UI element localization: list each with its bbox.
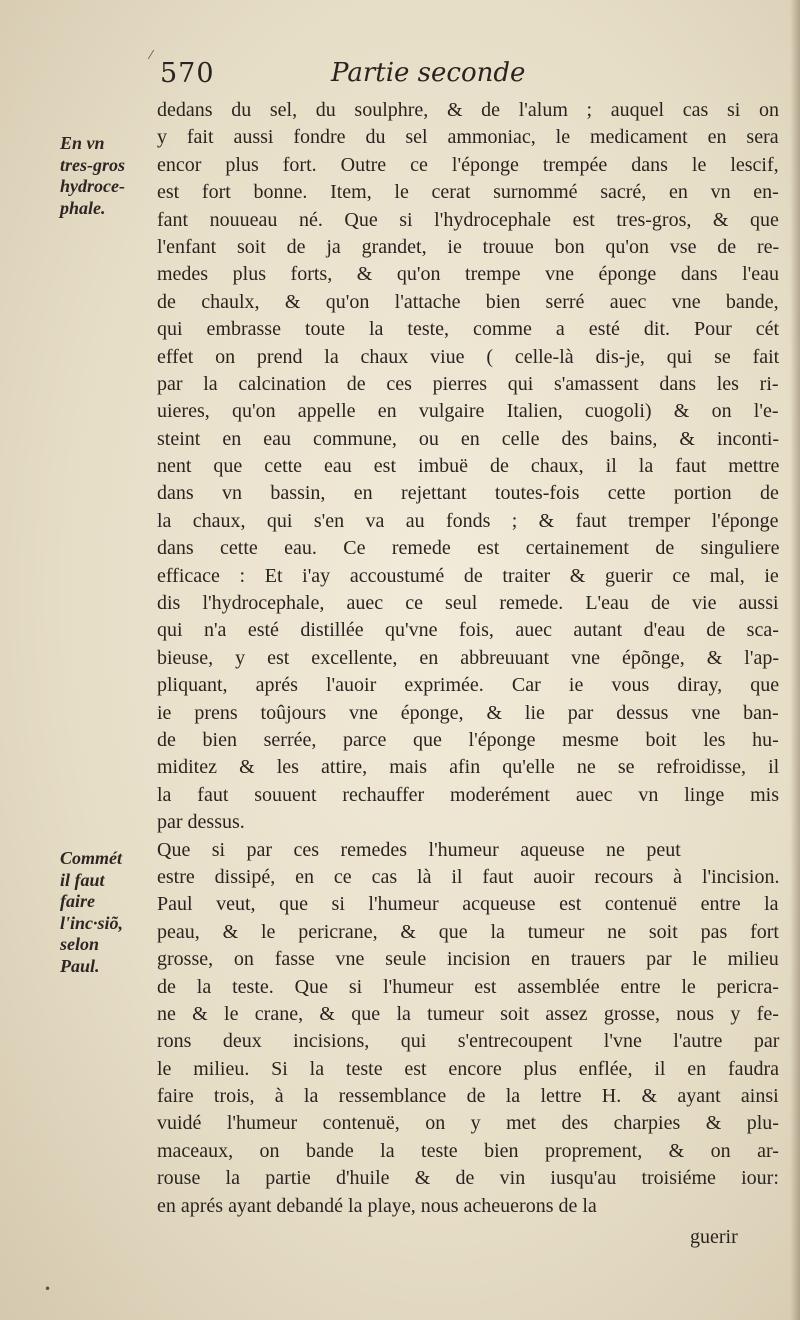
text-line: la chaux, qui s'en va au fonds ; & faut tremper l'éponge xyxy=(157,509,779,532)
margin-note-line: phale. xyxy=(60,197,106,218)
text-line: en aprés ayant debandé la playe, nous acheuerons de la xyxy=(157,1194,597,1217)
text-line: vuidé l'humeur contenuë, on y met des charpies & plu- xyxy=(157,1112,779,1135)
text-line: efficace : Et i'ay accoustumé de traiter & guerir ce mal, ie xyxy=(157,564,779,587)
text-line: de la teste. Que si l'humeur est assemblée entre le pericra- xyxy=(157,975,779,998)
text-line: steint en eau commune, ou en celle des bains, & inconti- xyxy=(157,427,780,450)
page-number: 570 xyxy=(160,58,215,89)
text-line: ne & le crane, & que la tumeur soit assez grosse, nous y fe- xyxy=(157,1002,779,1025)
text-line: encor plus fort. Outre ce l'éponge trempée dans le lescif, xyxy=(157,153,779,176)
text-line: bieuse, y est excellente, en abbreuuant vne épõnge, & l'ap- xyxy=(157,646,779,669)
ink-mark: ⁄ xyxy=(150,48,153,62)
margin-note-line: Commét xyxy=(60,848,122,868)
text-line: rons deux incisions, qui s'entrecoupent l'vne l'autre par xyxy=(157,1030,780,1053)
text-line: qui embrasse toute la teste, comme a esté dit. Pour cét xyxy=(157,318,780,341)
margin-note-incision xyxy=(60,848,123,977)
margin-note-line: tres-gros xyxy=(60,154,126,175)
text-line: medes plus forts, & qu'on trempe vne éponge dans l'eau xyxy=(157,263,779,286)
text-line: uieres, qu'on appelle en vulgaire Italien, cuogoli) & on l'e- xyxy=(157,400,779,423)
page-edge-shadow xyxy=(790,0,800,1320)
text-line: qui n'a esté distillée qu'vne fois, auec autant d'eau de sca- xyxy=(157,619,779,642)
margin-note-line: Paul. xyxy=(60,955,100,976)
text-line: le milieu. Si la teste est encore plus enflée, il en faudra xyxy=(157,1057,780,1080)
margin-note-line: hydroce- xyxy=(60,176,125,196)
body-text xyxy=(157,97,782,1220)
text-line: y fait aussi fondre du sel ammoniac, le medicament en sera xyxy=(157,126,779,149)
margin-note-line: En vn xyxy=(60,133,105,153)
text-line: fant nouueau né. Que si l'hydrocephale est tres-gros, & que xyxy=(157,208,779,231)
text-line: rouse la partie d'huile & de vin iusqu'au troisiéme iour: xyxy=(157,1167,779,1190)
page-header xyxy=(156,58,796,98)
margin-note-hydrocephale xyxy=(60,133,125,219)
text-line: pliquant, aprés l'auoir exprimée. Car ie vous diray, que xyxy=(157,674,780,697)
text-line: maceaux, on bande la teste bien proprement, & on ar- xyxy=(157,1139,779,1162)
text-line: dedans du sel, du soulphre, & de l'alum ; auquel cas si on xyxy=(157,99,779,121)
text-line: miditez & les attire, mais afin qu'elle ne se refroidisse, il xyxy=(157,756,780,779)
text-line: par la calcination de ces pierres qui s'amassent dans les ri- xyxy=(157,372,779,395)
running-title: Partie seconde xyxy=(331,58,526,88)
text-line: peau, & le pericrane, & que la tumeur ne soit pas fort xyxy=(157,920,779,943)
text-line: la faut souuent rechauffer moderément auec vn linge mis xyxy=(157,783,780,806)
text-line: Que si par ces remedes l'humeur aqueuse ne peut xyxy=(157,838,681,861)
text-line: dis l'hydrocephale, auec ce seul remede. L'eau de vie aussi xyxy=(157,592,779,615)
text-line: est fort bonne. Item, le cerat surnommé sacré, en vn en- xyxy=(157,181,779,204)
ink-mark: • xyxy=(44,1282,52,1296)
text-line: ie prens toûjours vne éponge, & lie par dessus vne ban- xyxy=(157,701,779,724)
catchword: guerir xyxy=(690,1226,738,1248)
text-line: Paul veut, que si l'humeur acqueuse est contenuë entre la xyxy=(157,893,779,916)
text-line: de chaulx, & qu'on l'attache bien serré auec vne bande, xyxy=(157,290,779,313)
margin-note-line: il faut xyxy=(60,869,105,890)
margin-note-line: selon xyxy=(60,934,100,954)
text-line: par dessus. xyxy=(157,811,245,834)
text-line: l'enfant soit de ja grandet, ie trouue bon qu'on vse de re- xyxy=(157,235,780,258)
text-line: dans vn bassin, en rejettant toutes-fois cette portion de xyxy=(157,482,779,505)
text-line: nent que cette eau est imbuë de chaux, il la faut mettre xyxy=(157,455,780,478)
margin-note-line: l'inc·siõ, xyxy=(60,912,124,933)
margin-note-line: faire xyxy=(60,891,95,911)
text-line: effet on prend la chaux viue ( celle-là dis-je, qui se fait xyxy=(157,345,780,368)
text-line: de bien serrée, parce que l'éponge mesme boit les hu- xyxy=(157,728,779,751)
text-line: dans cette eau. Ce remede est certainement de singuliere xyxy=(157,537,780,560)
text-line: grosse, on fasse vne seule incision en trauers par le milieu xyxy=(157,948,779,971)
text-line: estre dissipé, en ce cas là il faut auoir recours à l'incision. xyxy=(157,865,780,888)
text-line: faire trois, à la ressemblance de la lettre H. & ayant ainsi xyxy=(157,1085,779,1108)
